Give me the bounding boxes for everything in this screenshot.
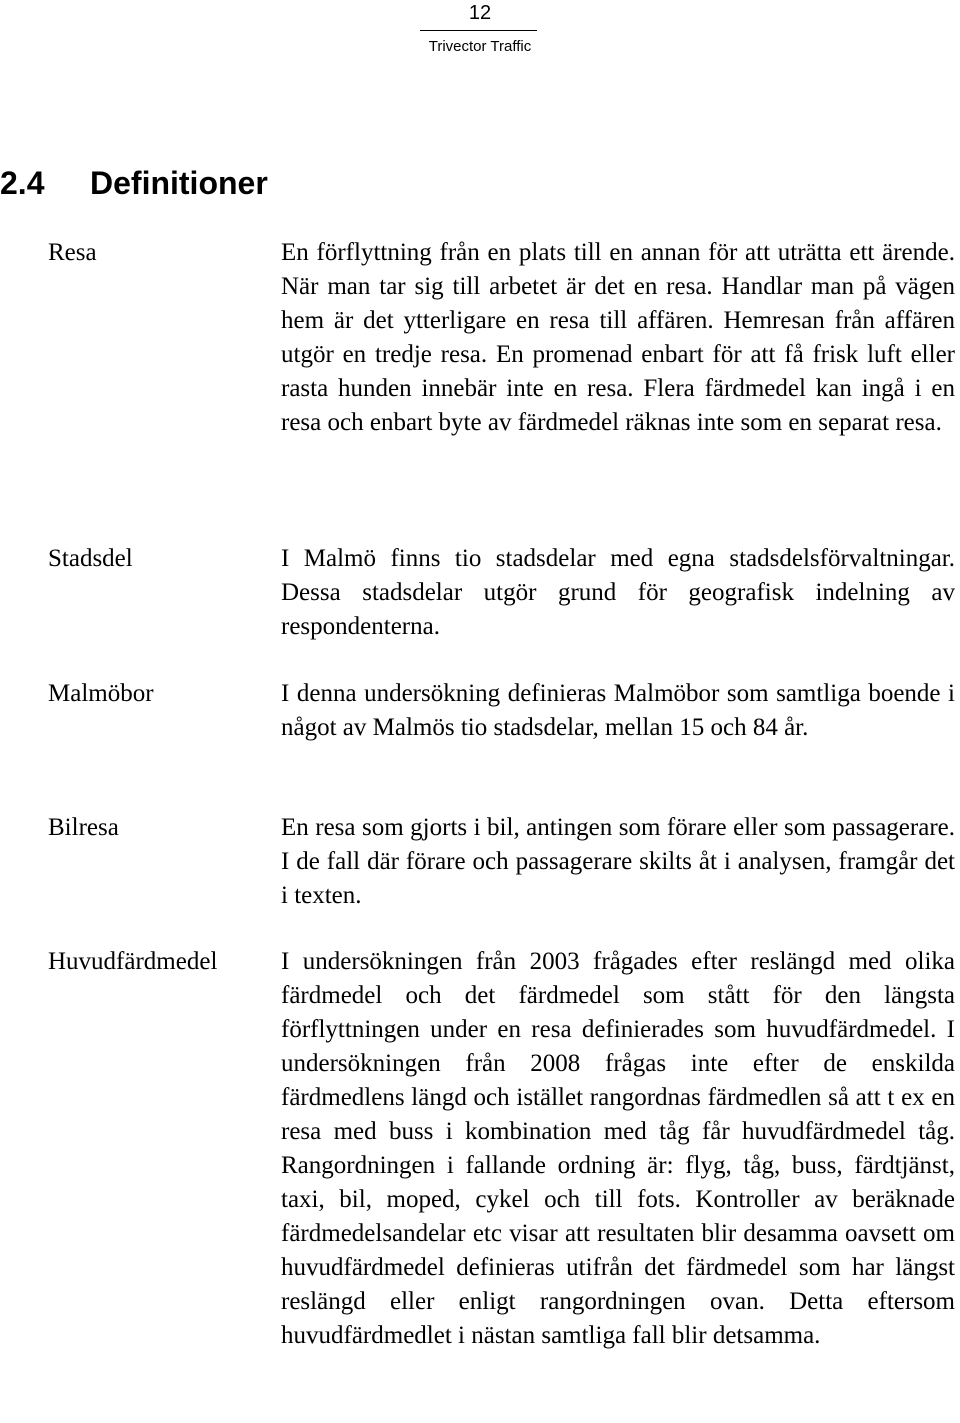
- section-heading: [0, 162, 268, 204]
- definition-term-resa: Resa: [48, 239, 97, 266]
- definition-text-stadsdel: I Malmö finns tio stadsdelar med egna stadsdelsförvaltningar. Dessa stadsdelar utgör grund för geografisk indelning av respondenterna.: [281, 545, 955, 640]
- definition-term-bilresa: Bilresa: [48, 814, 119, 841]
- definition-term-malmobor: Malmöbor: [48, 680, 154, 707]
- header-divider: [420, 30, 537, 31]
- definition-text-resa: En förflyttning från en plats till en annan för att uträtta ett ärende. När man tar sig till arbetet är det en resa. Handlar man på vägen hem är det ytterligare en resa till affären. Hemresan från affären utgör en tredje resa. En promenad enbart för att få frisk luft eller rasta hunden innebär inte en resa. Flera färdmedel kan ingå i en resa och enbart byte av färdmedel räknas inte som en separat resa.: [281, 239, 955, 436]
- definition-text-malmobor: I denna undersökning definieras Malmöbor som samtliga boende i något av Malmös tio stadsdelar, mellan 15 och 84 år.: [281, 680, 955, 741]
- header-company-name: Trivector Traffic: [428, 38, 532, 55]
- definition-term-stadsdel: Stadsdel: [48, 545, 133, 572]
- definition-text-huvudfardmedel: I undersökningen från 2003 frågades efter reslängd med olika färdmedel och det färdmedel som stått för den längsta förflyttningen under en resa definierades som huvudfärdmedel. I undersökningen från 2008 frågas inte efter de enskilda färdmedlens längd och istället rangordnas färdmedlen så att t ex en resa med buss i kombination med tåg får huvudfärdmedel tåg. Rangordningen i fallande ordning är: flyg, tåg, buss, färdtjänst, taxi, bil, moped, cykel och till fots. Kontroller av beräknade färdmedelsandelar etc visar att resultaten blir desamma oavsett om huvudfärdmedel definieras utifrån det färdmedel som har längst reslängd eller enligt rangordningen ovan. Detta eftersom huvudfärdmedlet i nästan samtliga fall blir detsamma.: [281, 948, 955, 1349]
- page-number: 12: [468, 2, 492, 24]
- section-title: Definitioner: [90, 165, 268, 201]
- section-number: 2.4: [0, 165, 45, 201]
- definition-term-huvudfardmedel: Huvudfärdmedel: [48, 948, 218, 975]
- definition-text-bilresa: En resa som gjorts i bil, antingen som förare eller som passagerare. I de fall där förare och passagerare skilts åt i analysen, framgår det i texten.: [281, 814, 955, 909]
